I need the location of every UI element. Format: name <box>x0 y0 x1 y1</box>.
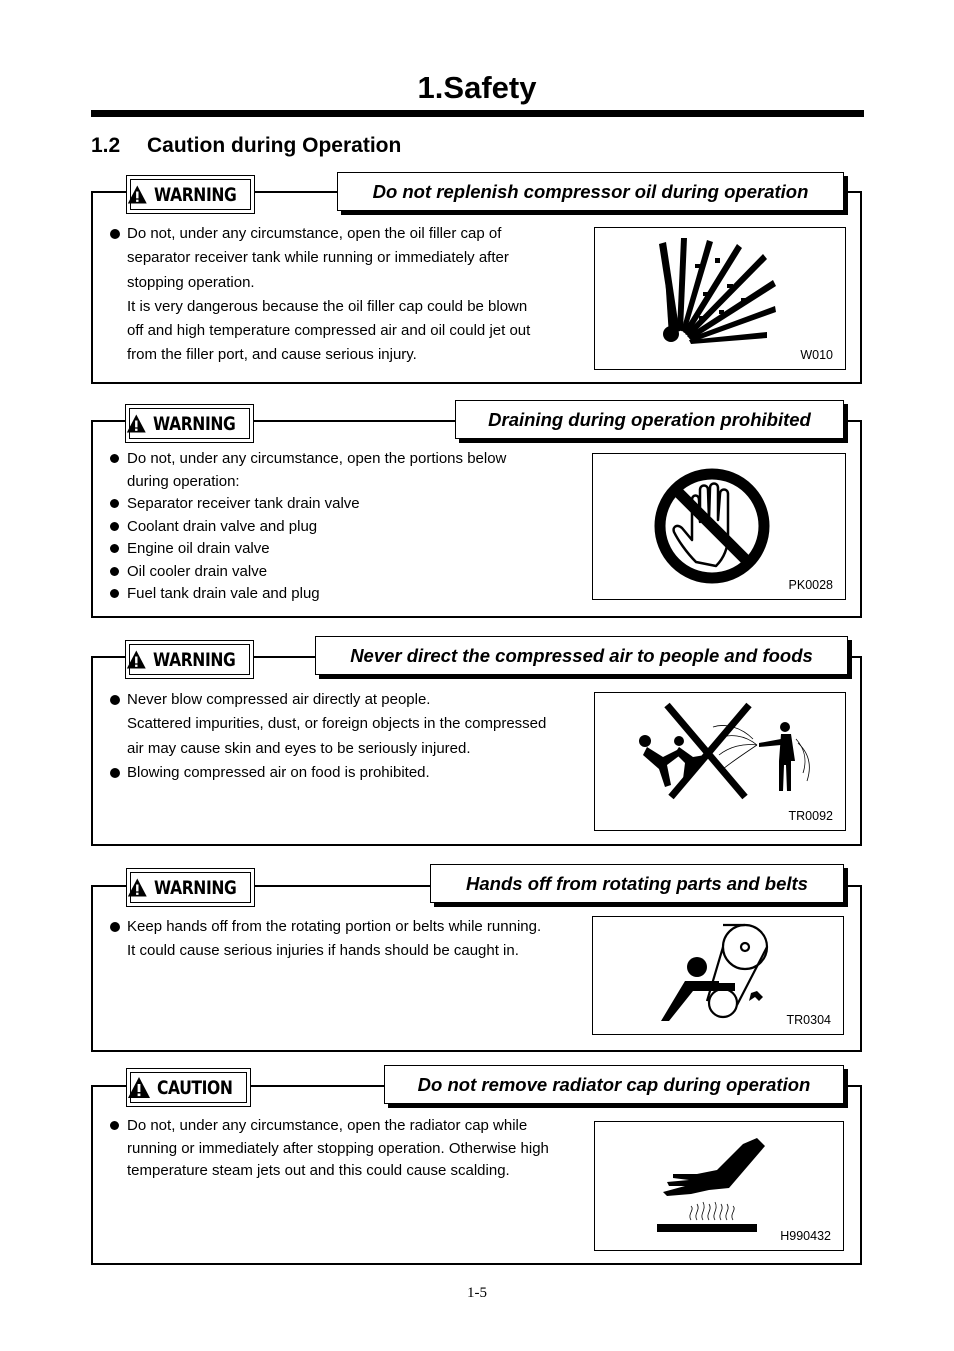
figure-hot-steam <box>594 1121 844 1251</box>
text-line: temperature steam jets out and this could cause scalding. <box>127 1162 510 1179</box>
text-line: Scattered impurities, dust, or foreign objects in the compressed <box>127 715 547 733</box>
text-line: stopping operation. <box>127 273 255 291</box>
text-line: during operation: <box>127 472 240 490</box>
explosion-icon <box>655 236 781 348</box>
warning-triangle-icon <box>126 648 147 671</box>
section-number: 1.2 <box>91 134 121 157</box>
figure-explosion <box>594 227 846 370</box>
text-line: from the filler port, and cause serious injury. <box>127 346 417 364</box>
panel-heading: Do not remove radiator cap during operation <box>384 1065 844 1104</box>
bullet-item: Do not, under any circumstance, open the radiator cap while <box>110 1115 549 1138</box>
bullet-item: Separator receiver tank drain valve <box>110 493 506 516</box>
panel-text <box>110 915 541 964</box>
panel-heading: Hands off from rotating parts and belts <box>430 864 844 903</box>
bullet-item: Blowing compressed air on food is prohibited. <box>110 761 546 785</box>
panel-text <box>110 1115 549 1183</box>
warning-triangle-icon <box>127 183 148 206</box>
air-blow-prohibited-icon <box>633 699 833 801</box>
warning-badge <box>125 640 254 679</box>
text-line: It could cause serious injuries if hands should be caught in. <box>127 942 519 960</box>
figure-no-touch <box>592 453 846 600</box>
warning-badge <box>125 404 254 443</box>
page-number: 1-5 <box>467 1285 487 1301</box>
bullet-item: Keep hands off from the rotating portion or belts while running. <box>110 915 541 939</box>
panel-heading: Draining during operation prohibited <box>455 400 844 439</box>
badge-label: WARNING <box>153 183 236 206</box>
no-touch-hand-icon <box>652 466 772 586</box>
figure-air-blow <box>594 692 846 831</box>
figure-code: TR0092 <box>788 809 833 823</box>
warning-triangle-icon <box>126 412 147 435</box>
figure-code: TR0304 <box>786 1013 831 1027</box>
bullet-item: Do not, under any circumstance, open the oil filler cap of <box>110 222 530 246</box>
badge-label: WARNING <box>153 876 236 899</box>
text-line: running or immediately after stopping operation. Otherwise high <box>127 1139 549 1157</box>
figure-rotating-belt <box>592 916 844 1035</box>
bullet-item: Oil cooler drain valve <box>110 561 506 584</box>
bullet-item: Do not, under any circumstance, open the portions below <box>110 448 506 471</box>
panel-text <box>110 448 506 606</box>
section-heading <box>91 134 401 158</box>
section-title: Caution during Operation <box>147 134 402 157</box>
bullet-item: Engine oil drain valve <box>110 538 506 561</box>
text-line: off and high temperature compressed air and oil could jet out <box>127 322 531 340</box>
panel-text <box>110 222 530 368</box>
bullet-item: Never blow compressed air directly at people. <box>110 688 546 712</box>
page-title: 1.Safety <box>417 70 537 105</box>
badge-label: CAUTION <box>157 1076 233 1099</box>
panel-heading: Do not replenish compressor oil during operation <box>337 172 844 211</box>
hot-steam-hand-icon <box>657 1136 767 1238</box>
warning-badge <box>126 868 255 907</box>
bullet-item: Coolant drain valve and plug <box>110 516 506 539</box>
bullet-item: Fuel tank drain vale and plug <box>110 583 506 606</box>
badge-label: WARNING <box>152 648 235 671</box>
warning-triangle-icon <box>127 876 148 899</box>
warning-badge <box>126 175 255 214</box>
figure-code: W010 <box>800 348 833 362</box>
rotating-belt-hazard-icon <box>659 921 789 1025</box>
figure-code: H990432 <box>780 1229 831 1243</box>
panel-heading: Never direct the compressed air to people and foods <box>315 636 848 675</box>
text-line: separator receiver tank while running or immediately after <box>127 249 509 267</box>
caution-badge <box>126 1068 251 1107</box>
text-line: air may cause skin and eyes to be seriously injured. <box>127 739 471 757</box>
text-line: It is very dangerous because the oil filler cap could be blown <box>127 297 528 315</box>
badge-label: WARNING <box>152 412 235 435</box>
title-rule <box>91 110 864 117</box>
panel-text <box>110 688 546 785</box>
figure-code: PK0028 <box>788 578 833 592</box>
warning-triangle-icon <box>127 1076 151 1099</box>
